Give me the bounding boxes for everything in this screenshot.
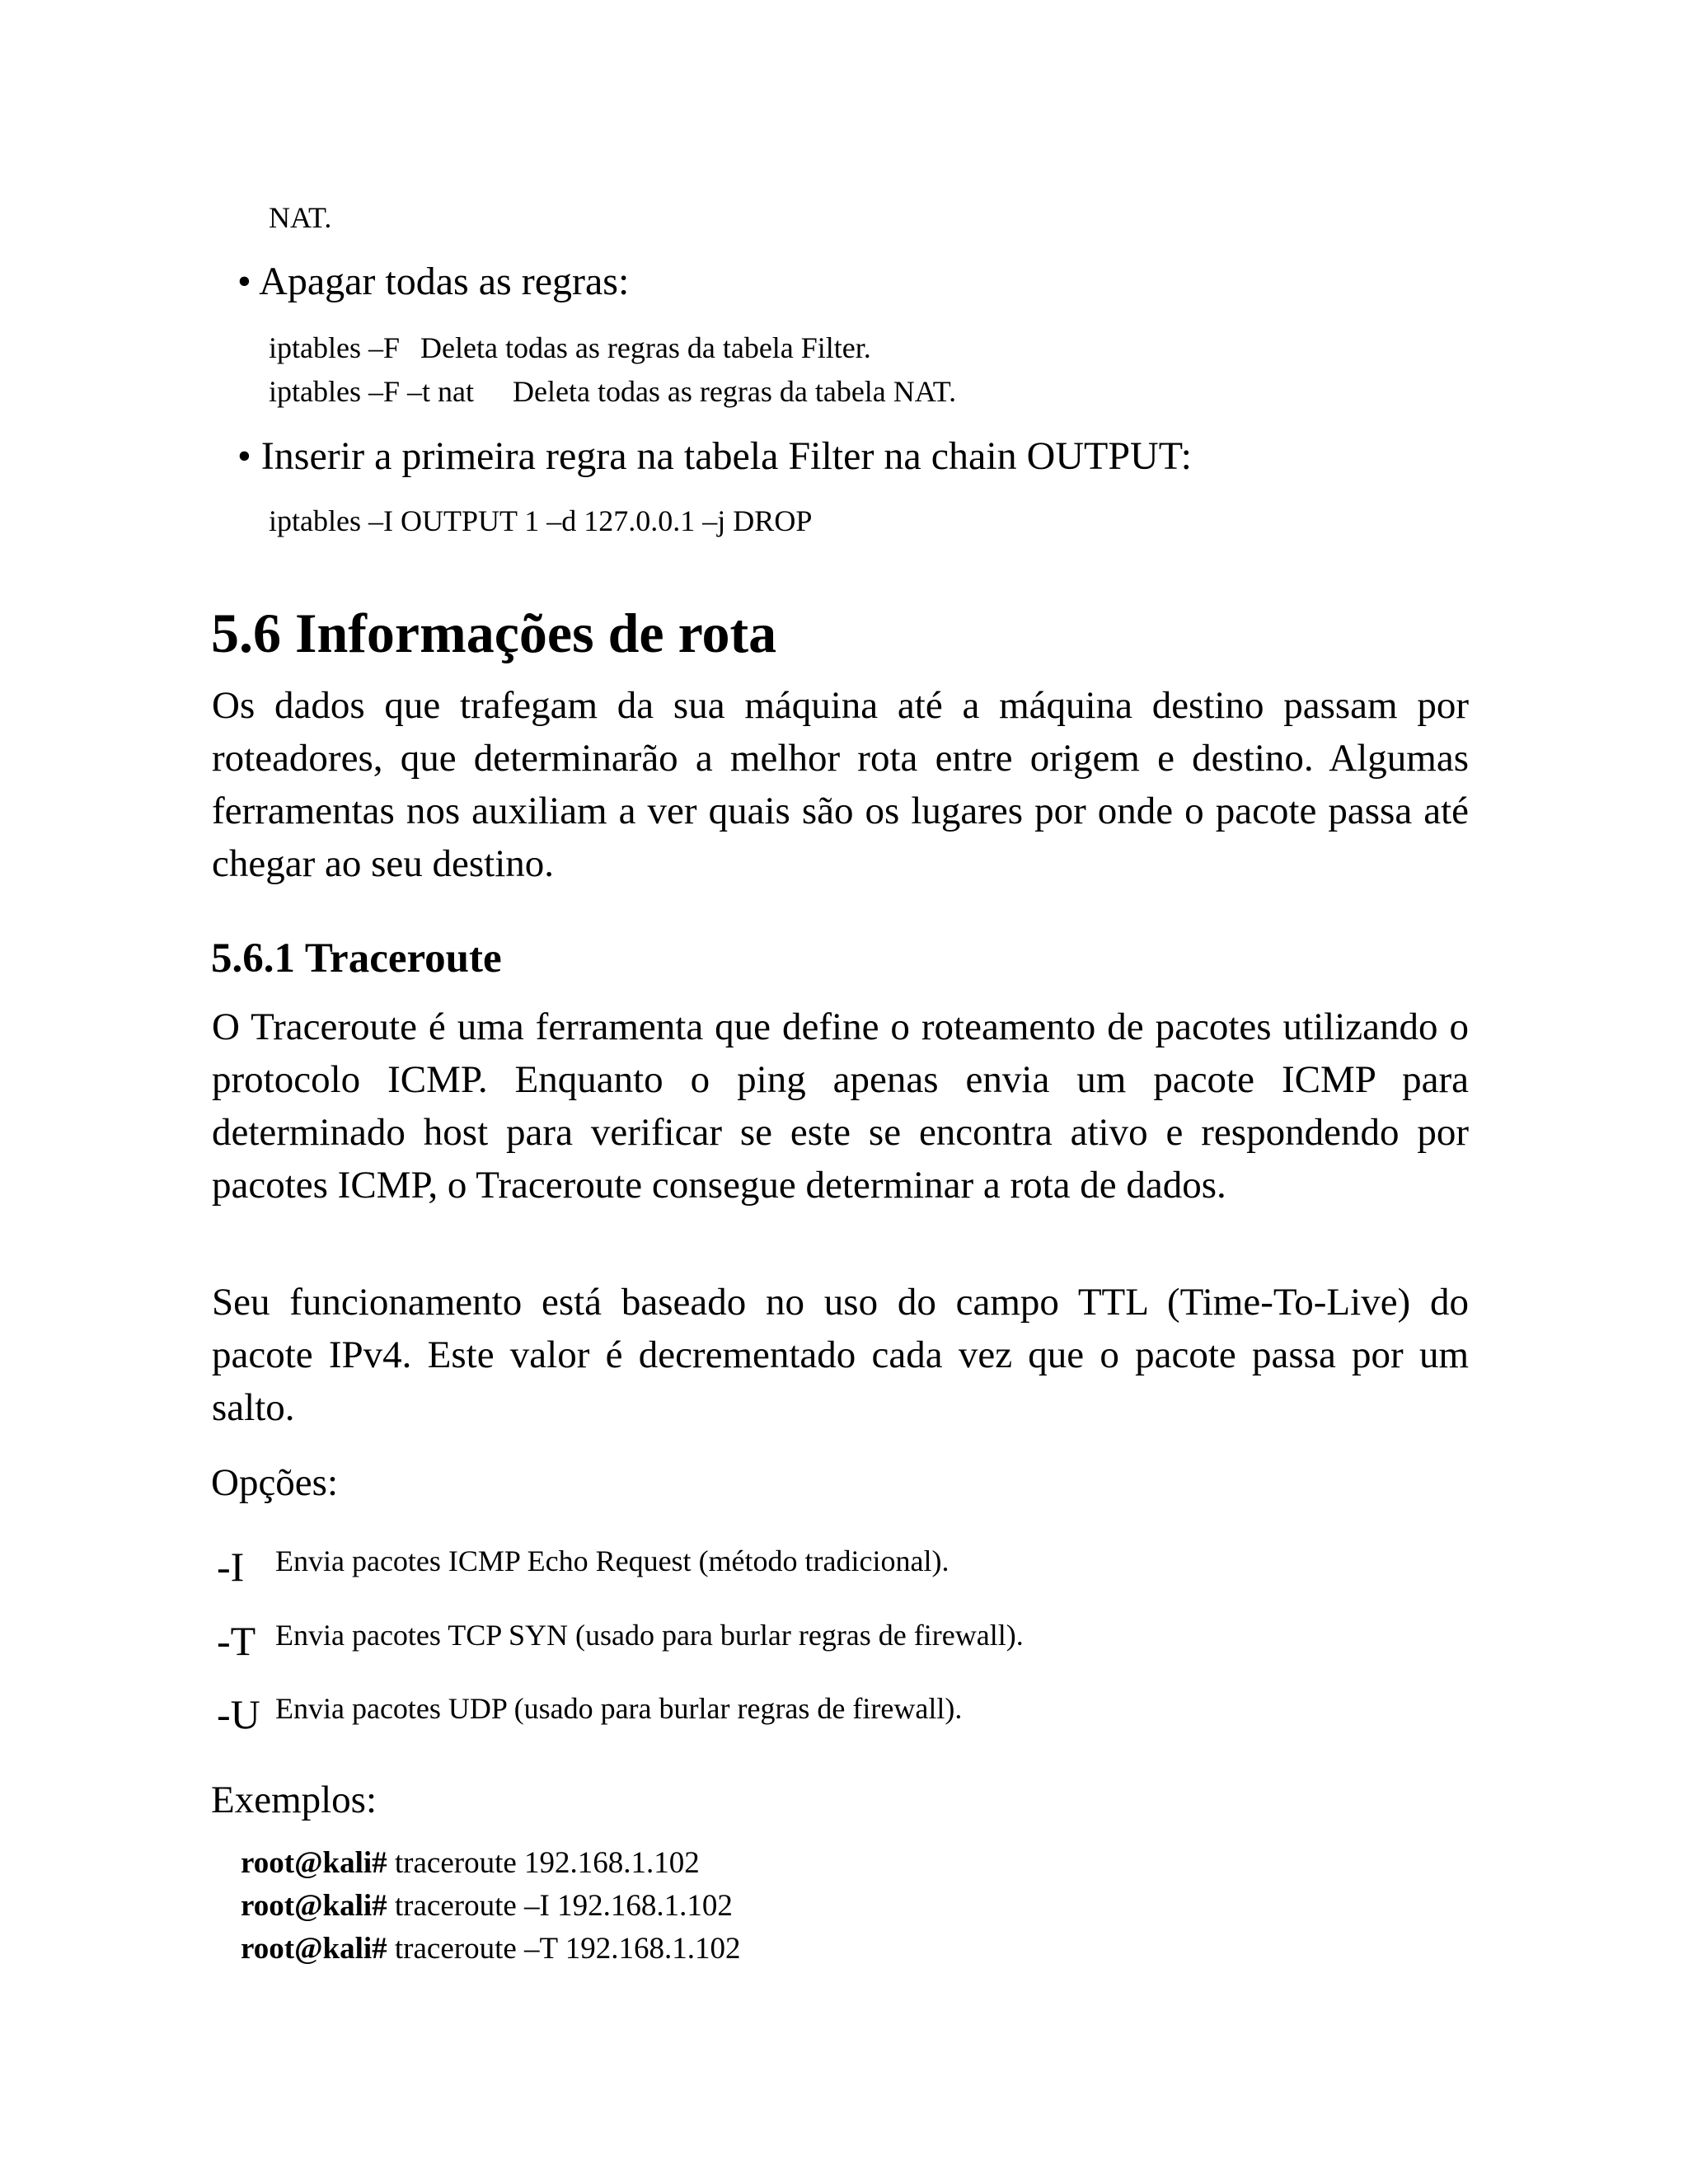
shell-prompt: root@kali# bbox=[241, 1932, 387, 1966]
command-text: traceroute –I 192.168.1.102 bbox=[387, 1889, 733, 1923]
option-flag: -I bbox=[217, 1544, 245, 1590]
example-command bbox=[241, 1933, 740, 1964]
command-line bbox=[269, 377, 474, 406]
command-text: traceroute –T 192.168.1.102 bbox=[387, 1932, 741, 1966]
shell-prompt: root@kali# bbox=[241, 1889, 387, 1923]
subsection-heading: 5.6.1 Traceroute bbox=[211, 935, 502, 982]
option-flag: -U bbox=[217, 1691, 260, 1737]
body-paragraph: Os dados que trafegam da sua máquina até a máquina destino passam por roteadores, que determinarão a melhor rota entre origem e destino. Algumas ferramentas nos auxiliam a ver quais são os lugares por onde o pacote passa até chegar ao seu destino. bbox=[212, 684, 1469, 885]
options-label: Opções: bbox=[211, 1461, 339, 1504]
continuation-text: NAT. bbox=[269, 201, 332, 234]
body-paragraph: Seu funcionamento está baseado no uso do campo TTL (Time-To-Live) do pacote IPv4. Este valor é decrementado cada vez que o pacote passa por um salto. bbox=[212, 1281, 1469, 1429]
example-command bbox=[241, 1848, 700, 1878]
example-command bbox=[241, 1891, 733, 1921]
option-description: Envia pacotes TCP SYN (usado para burlar regras de firewall). bbox=[275, 1619, 1024, 1652]
command-line: iptables –I OUTPUT 1 –d 127.0.0.1 –j DROP bbox=[269, 504, 813, 537]
command-line bbox=[269, 333, 400, 363]
bullet-insert-rule: • Inserir a primeira regra na tabela Filter na chain OUTPUT: bbox=[237, 434, 1192, 478]
command-text: traceroute 192.168.1.102 bbox=[387, 1846, 700, 1880]
section-heading: 5.6 Informações de rota bbox=[211, 602, 777, 664]
command-description: Deleta todas as regras da tabela Filter. bbox=[420, 331, 871, 364]
command-description: Deleta todas as regras da tabela NAT. bbox=[513, 375, 957, 408]
body-paragraph: O Traceroute é uma ferramenta que define o roteamento de pacotes utilizando o protocolo ICMP. Enquanto o ping apenas envia um pacote ICMP para determinado host para verificar se este se encontra ativo e respondendo por pacotes ICMP, o Traceroute consegue determinar a rota de dados. bbox=[212, 1005, 1469, 1207]
command-text: iptables –F bbox=[269, 331, 400, 364]
option-description: Envia pacotes UDP (usado para burlar regras de firewall). bbox=[275, 1692, 963, 1725]
examples-label: Exemplos: bbox=[211, 1779, 377, 1821]
command-text: iptables –F –t nat bbox=[269, 375, 474, 408]
shell-prompt: root@kali# bbox=[241, 1846, 387, 1880]
option-description: Envia pacotes ICMP Echo Request (método tradicional). bbox=[275, 1544, 950, 1577]
option-flag: -T bbox=[217, 1618, 256, 1664]
bullet-delete-rules: • Apagar todas as regras: bbox=[237, 260, 630, 303]
